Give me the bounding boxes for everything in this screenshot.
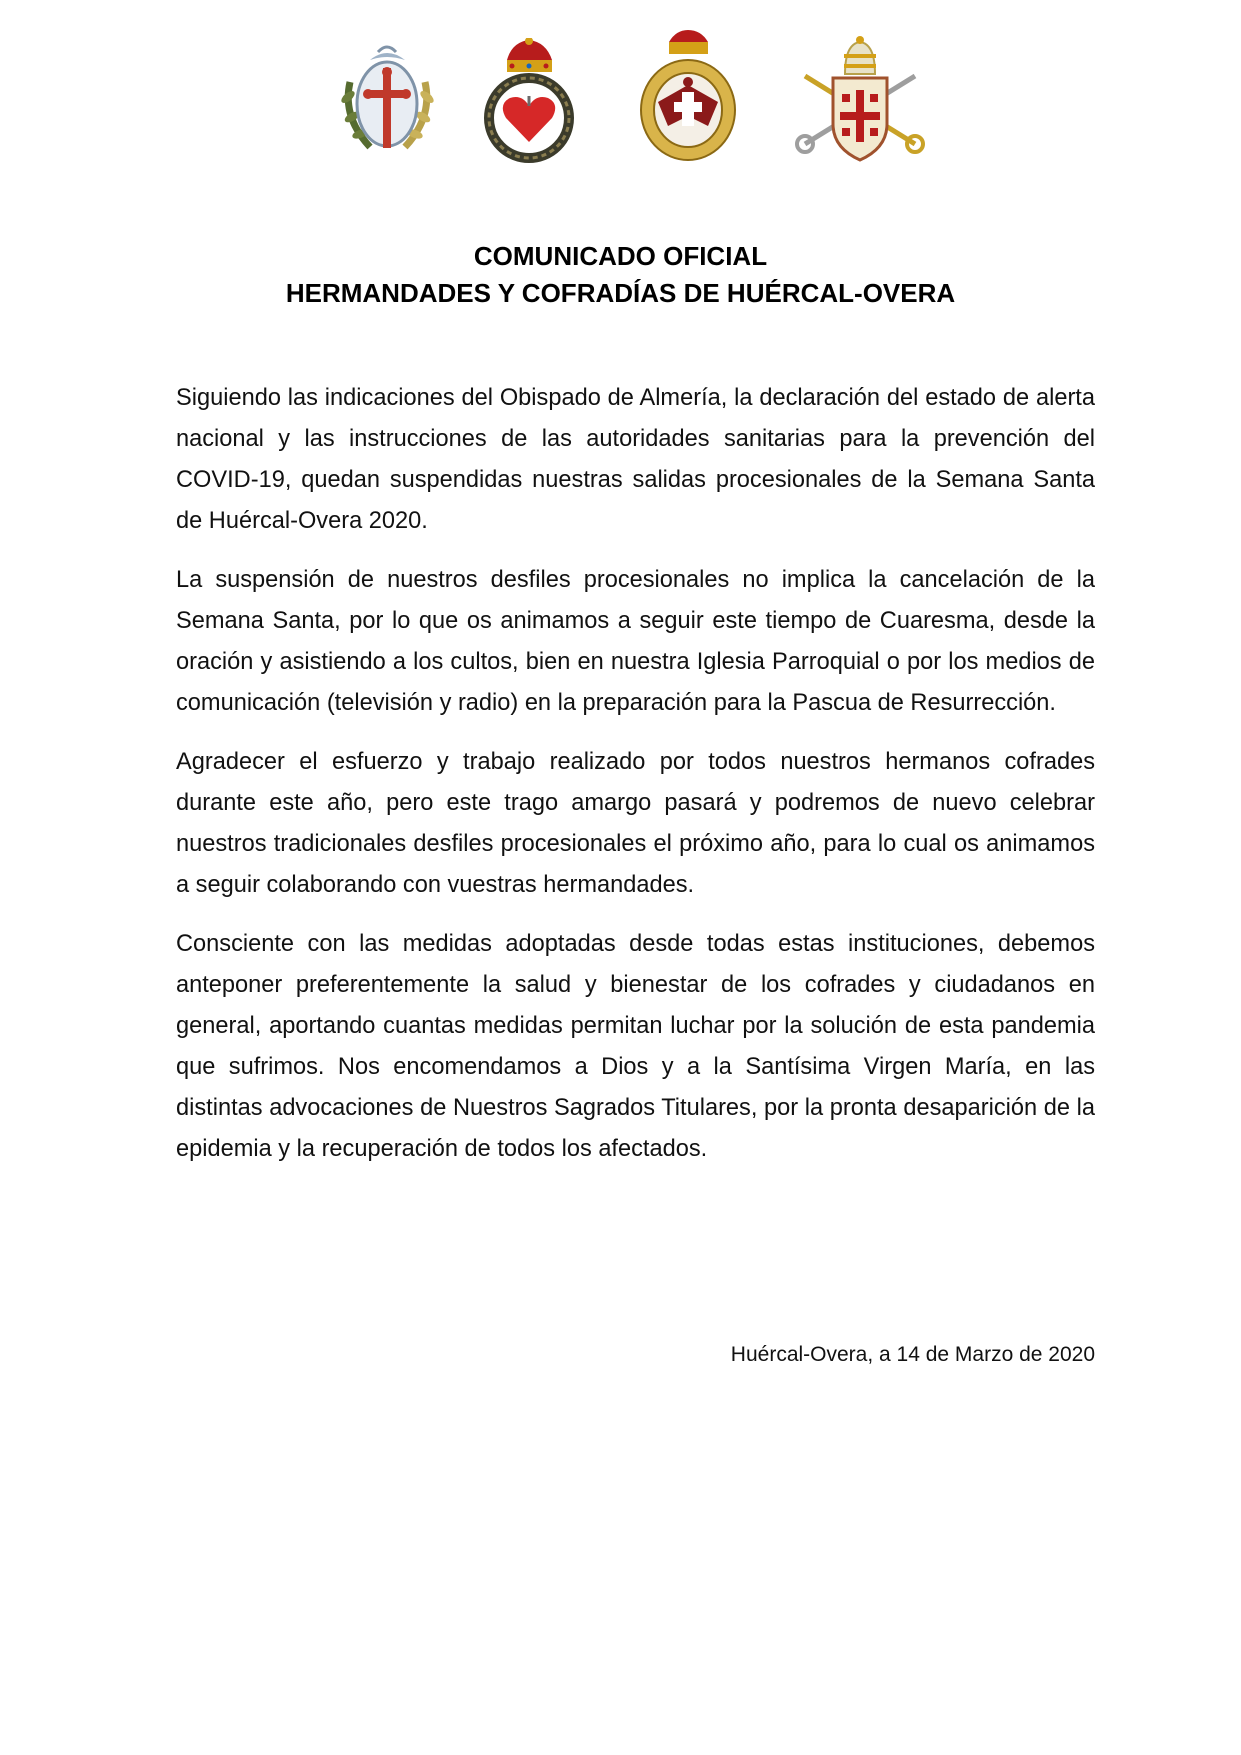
paragraph: Agradecer el esfuerzo y trabajo realizado por todos nuestros hermanos cofrades durante este año, pero este trago amargo pasará y podremos de nuevo celebrar nuestros tradicionales desfiles procesionales el próximo año, para lo cual os animamos a seguir colaborando con vuestras hermandades. — [176, 749, 1095, 898]
jerusalem-cross-papal-crest-icon — [795, 36, 925, 166]
heading-line-2: HERMANDADES Y COFRADÍAS DE HUÉRCAL-OVERA — [285, 278, 956, 308]
paragraph: Consciente con las medidas adoptadas desde todas estas instituciones, debemos anteponer preferentemente la salud y bienestar de los cofrades y ciudadanos en general, aportando cuantas medidas permitan luchar por la solución de esta pandemia que sufrimos. Nos encomendamos a Dios y a la Santísima Virgen María, en las distintas advocaciones de Nuestros Sagrados Titulares, por la pronta desaparición de la epidemia y la recuperación de todos los afectados. — [176, 931, 1095, 1162]
santiago-cross-crest-icon — [330, 42, 445, 162]
paragraph: Siguiendo las indicaciones del Obispado de Almería, la declaración del estado de alerta nacional y las instrucciones de las autoridades sanitarias para la prevención del COVID-19, quedan suspendidas nuestras salidas procesionales de la Semana Santa de Huércal-Overa 2020. — [176, 385, 1095, 534]
paragraph: La suspensión de nuestros desfiles procesionales no implica la cancelación de la Semana Santa, por lo que os animamos a seguir este tiempo de Cuaresma, desde la oración y asistiendo a los cultos, bien en nuestra Iglesia Parroquial o por los medios de comunicación (televisión y radio) en la preparación para la Pascua de Resurrección. — [176, 567, 1095, 716]
signature-date: Huércal-Overa, a 14 de Marzo de 2020 — [730, 1343, 1095, 1366]
document-heading — [0, 238, 1241, 312]
sacred-heart-crest-icon — [482, 38, 577, 163]
crests-header — [0, 30, 1241, 160]
heading-line-1: COMUNICADO OFICIAL — [473, 241, 768, 271]
eagle-seal-crest-icon — [636, 30, 741, 162]
document-body — [176, 378, 1095, 1188]
